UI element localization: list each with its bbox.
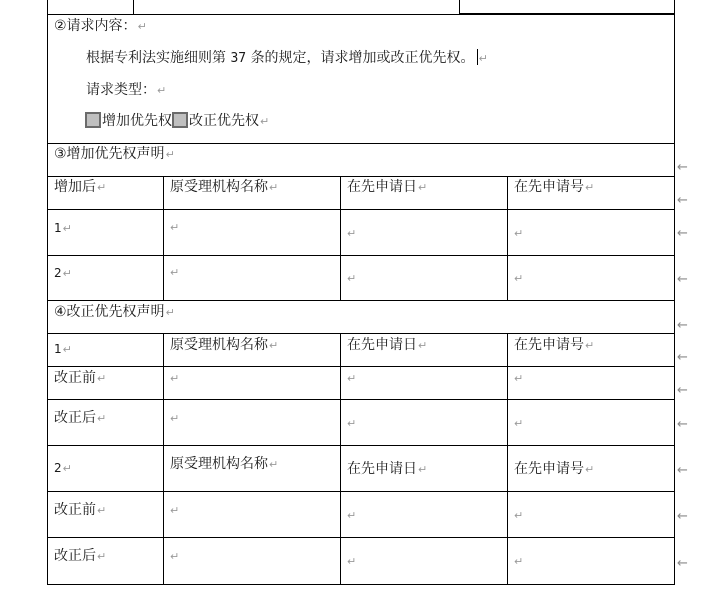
cell-mark: ↵ bbox=[97, 372, 107, 385]
table-header-cell bbox=[170, 178, 278, 197]
office-input-cell[interactable]: ↵ bbox=[170, 504, 180, 517]
office-input-cell[interactable]: ↵ bbox=[170, 412, 180, 425]
header-number-text: 在先申请号 bbox=[514, 337, 584, 353]
group-number-text: 2 bbox=[54, 461, 62, 475]
row-end-mark: ← bbox=[677, 318, 688, 333]
cell-mark: ↵ bbox=[97, 181, 107, 194]
number-input-cell[interactable]: ↵ bbox=[514, 372, 524, 385]
col-line bbox=[163, 333, 164, 584]
cell-mark: ↵ bbox=[62, 462, 72, 475]
statement-text-pre: 根据专利法实施细则第 bbox=[86, 50, 226, 66]
table-header-cell bbox=[514, 460, 594, 479]
article-number: 37 bbox=[230, 51, 247, 66]
col-line bbox=[340, 176, 341, 300]
row-end-mark: ← bbox=[677, 272, 688, 287]
col-line bbox=[507, 333, 508, 584]
top-box-left bbox=[459, 0, 460, 14]
paragraph-mark: ↵ bbox=[157, 84, 167, 97]
office-input-cell[interactable]: ↵ bbox=[170, 372, 180, 385]
table-right-border bbox=[674, 0, 675, 585]
office-input-cell[interactable]: ↵ bbox=[170, 550, 180, 563]
row-end-mark: ← bbox=[677, 350, 688, 365]
paragraph-mark: ↵ bbox=[137, 20, 147, 33]
cell-mark: ↵ bbox=[585, 463, 595, 476]
section4-heading-text: ④改正优先权声明 bbox=[54, 304, 165, 320]
request-type-label bbox=[86, 81, 166, 100]
number-input-cell[interactable]: ↵ bbox=[514, 227, 524, 240]
after-text: 改正后 bbox=[54, 548, 96, 564]
table-header-cell bbox=[514, 336, 594, 355]
request-type-options bbox=[85, 112, 269, 131]
table-header-cell bbox=[347, 460, 427, 479]
paragraph-mark: ↵ bbox=[165, 306, 175, 319]
cell-mark: ↵ bbox=[418, 463, 428, 476]
row-line bbox=[47, 143, 675, 144]
col-line bbox=[507, 176, 508, 300]
before-text: 改正前 bbox=[54, 370, 96, 386]
row-number-text: 2 bbox=[54, 266, 62, 280]
header-added-text: 增加后 bbox=[54, 179, 96, 195]
date-input-cell[interactable]: ↵ bbox=[347, 227, 357, 240]
add-priority-checkbox[interactable] bbox=[85, 112, 101, 128]
group-number bbox=[54, 340, 72, 359]
add-priority-label[interactable]: 增加优先权 bbox=[102, 113, 172, 129]
cell-mark: ↵ bbox=[97, 504, 107, 517]
row-end-mark: ← bbox=[677, 383, 688, 398]
fix-priority-label[interactable]: 改正优先权 bbox=[189, 113, 259, 129]
table-bottom-border bbox=[47, 584, 675, 585]
row-end-mark: ← bbox=[677, 509, 688, 524]
row-label-after bbox=[54, 409, 106, 428]
office-input-cell[interactable]: ↵ bbox=[170, 266, 180, 279]
table-header-cell bbox=[347, 336, 427, 355]
row-label-after bbox=[54, 547, 106, 566]
header-number-text: 在先申请号 bbox=[514, 179, 584, 195]
date-input-cell[interactable]: ↵ bbox=[347, 509, 357, 522]
group-number-text: 1 bbox=[54, 342, 62, 356]
row-end-mark: ← bbox=[677, 193, 688, 208]
after-text: 改正后 bbox=[54, 410, 96, 426]
cell-mark: ↵ bbox=[62, 343, 72, 356]
number-input-cell[interactable]: ↵ bbox=[514, 509, 524, 522]
row-line bbox=[47, 366, 675, 367]
row-end-mark: ← bbox=[677, 417, 688, 432]
row-line bbox=[47, 399, 675, 400]
date-input-cell[interactable]: ↵ bbox=[347, 372, 357, 385]
date-input-cell[interactable]: ↵ bbox=[347, 417, 357, 430]
header-date-text: 在先申请日 bbox=[347, 179, 417, 195]
cell-mark: ↵ bbox=[585, 339, 595, 352]
table-row-label bbox=[54, 264, 72, 283]
row-line bbox=[47, 333, 675, 334]
statement-text-post: 条的规定，请求增加或改正优先权。 bbox=[250, 50, 475, 66]
row-line bbox=[47, 445, 675, 446]
text-cursor bbox=[477, 49, 478, 65]
row-end-mark: ← bbox=[677, 160, 688, 175]
number-input-cell[interactable]: ↵ bbox=[514, 417, 524, 430]
row-line bbox=[47, 14, 675, 15]
row-end-mark: ← bbox=[677, 226, 688, 241]
row-line bbox=[47, 176, 675, 177]
row-number-text: 1 bbox=[54, 221, 62, 235]
fix-priority-checkbox[interactable] bbox=[172, 112, 188, 128]
cell-mark: ↵ bbox=[418, 181, 428, 194]
paragraph-mark: ↵ bbox=[478, 52, 488, 65]
section3-heading-text: ③增加优先权声明 bbox=[54, 146, 165, 162]
cell-mark: ↵ bbox=[97, 412, 107, 425]
cell-mark: ↵ bbox=[269, 181, 279, 194]
col-line bbox=[340, 333, 341, 584]
header-date-text: 在先申请日 bbox=[347, 337, 417, 353]
cell-mark: ↵ bbox=[585, 181, 595, 194]
date-input-cell[interactable]: ↵ bbox=[347, 555, 357, 568]
section3-heading bbox=[54, 145, 175, 164]
table-left-border bbox=[47, 0, 48, 585]
header-office-text: 原受理机构名称 bbox=[170, 456, 268, 472]
request-type-label-text: 请求类型： bbox=[86, 82, 156, 98]
group-number bbox=[54, 459, 72, 478]
row-line bbox=[47, 537, 675, 538]
header-office-text: 原受理机构名称 bbox=[170, 179, 268, 195]
row-line bbox=[47, 300, 675, 301]
table-row-label bbox=[54, 219, 72, 238]
cell-mark: ↵ bbox=[62, 222, 72, 235]
section4-heading bbox=[54, 303, 175, 322]
table-header-cell bbox=[170, 455, 278, 474]
col-line bbox=[163, 176, 164, 300]
header-date-text: 在先申请日 bbox=[347, 461, 417, 477]
cell-mark: ↵ bbox=[269, 339, 279, 352]
row-label-before bbox=[54, 369, 106, 388]
paragraph-mark: ↵ bbox=[165, 148, 175, 161]
section2-heading-text: ②请求内容： bbox=[54, 18, 137, 34]
row-line bbox=[47, 209, 675, 210]
table-header-cell bbox=[514, 178, 594, 197]
paragraph-mark: ↵ bbox=[260, 115, 270, 128]
cell-mark: ↵ bbox=[269, 458, 279, 471]
row-end-mark: ← bbox=[677, 556, 688, 571]
section2-statement[interactable] bbox=[86, 49, 488, 68]
top-divider bbox=[133, 0, 134, 14]
table-header-cell bbox=[170, 336, 278, 355]
number-input-cell[interactable]: ↵ bbox=[514, 555, 524, 568]
table-header-cell bbox=[54, 178, 106, 197]
section2-heading bbox=[54, 17, 147, 36]
row-end-mark: ← bbox=[677, 463, 688, 478]
number-input-cell[interactable]: ↵ bbox=[514, 272, 524, 285]
row-line bbox=[47, 255, 675, 256]
row-label-before bbox=[54, 501, 106, 520]
header-number-text: 在先申请号 bbox=[514, 461, 584, 477]
cell-mark: ↵ bbox=[418, 339, 428, 352]
cell-mark: ↵ bbox=[97, 550, 107, 563]
row-line bbox=[47, 491, 675, 492]
date-input-cell[interactable]: ↵ bbox=[347, 272, 357, 285]
before-text: 改正前 bbox=[54, 502, 96, 518]
cell-mark: ↵ bbox=[62, 267, 72, 280]
header-office-text: 原受理机构名称 bbox=[170, 337, 268, 353]
table-header-cell bbox=[347, 178, 427, 197]
office-input-cell[interactable]: ↵ bbox=[170, 221, 180, 234]
